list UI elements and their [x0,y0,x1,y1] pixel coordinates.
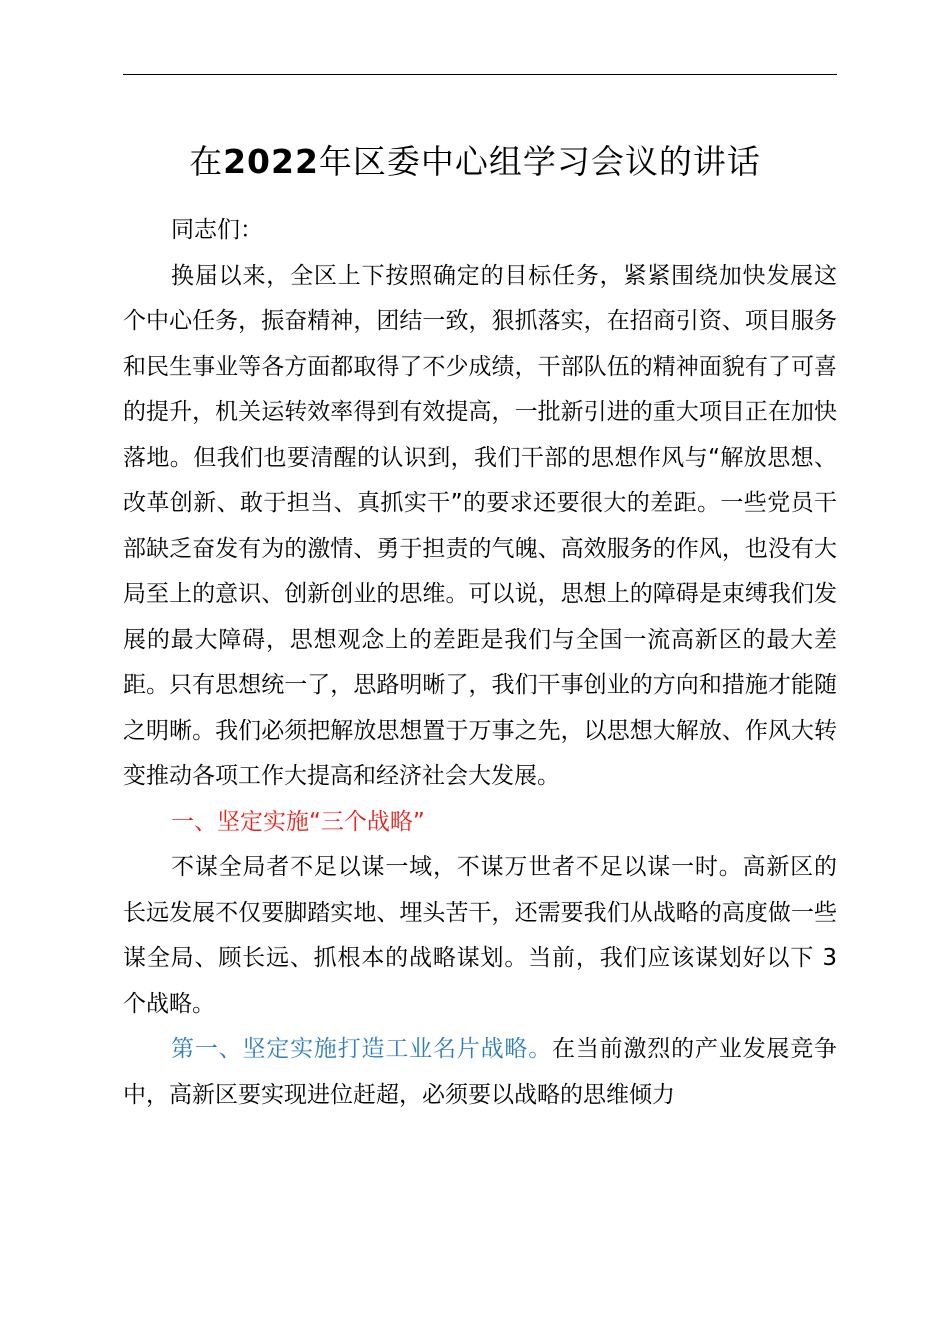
paragraph-2: 不谋全局者不足以谋一域，不谋万世者不足以谋一时。高新区的长远发展不仅要脚踏实地、埋头苦干，还需要我们从战略的高度做一些谋全局、顾长远、抓根本的战略谋划。当前，我们应该谋划好以下 3 个战略。 [123,854,837,1017]
paragraph-3-block [123,1027,837,1118]
title-year: 2022 [223,142,319,181]
document-body [123,208,837,1118]
salutation: 同志们： [171,217,263,243]
paragraph-3: 在当前激烈的产业发展竞争中，高新区要实现进位赶超，必须要以战略的思维倾力 [123,1036,838,1108]
title-suffix: 年区委中心组学习会议的讲话 [318,142,761,181]
section-heading-1: 一、坚定实施“三个战略” [171,808,425,835]
header-rule [123,74,837,75]
paragraph-1: 换届以来，全区上下按照确定的目标任务，紧紧围绕加快发展这个中心任务，振奋精神，团结一致，狠抓落实，在招商引资、项目服务和民生事业等各方面都取得了不少成绩，干部队伍的精神面貌有了可喜的提升，机关运转效率得到有效提高，一批新引进的重大项目正在加快落地。但我们也要清醒的认识到，我们干部的思想作风与“解放思想、改革创新、敢于担当、真抓实干”的要求还要很大的差距。一些党员干部缺乏奋发有为的激情、勇于担责的气魄、高效服务的作风，也没有大局至上的意识、创新创业的思维。可以说，思想上的障碍是束缚我们发展的最大障碍，思想观念上的差距是我们与全国一流高新区的最大差距。只有思想统一了，思路明晰了，我们干事创业的方向和措施才能随之明晰。我们必须把解放思想置于万事之先，以思想大解放、作风大转变推动各项工作大提高和经济社会大发展。 [123,262,837,789]
subsection-heading-1: 第一、坚定实施打造工业名片战略。 [171,1036,553,1062]
document-title [0,138,950,186]
title-prefix: 在 [189,142,224,181]
